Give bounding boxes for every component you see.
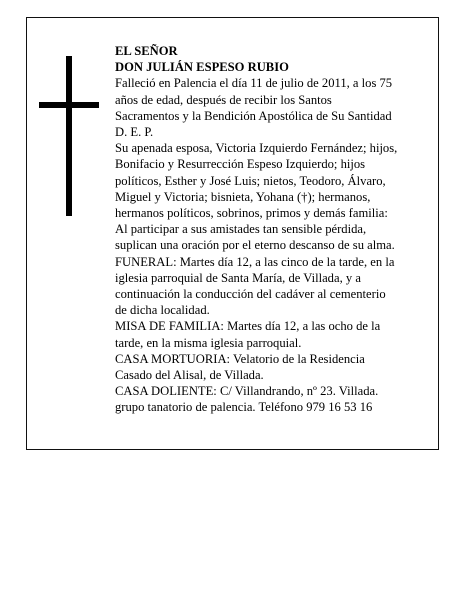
family-line: hermanos políticos, sobrinos, primos y demás familia:	[115, 206, 388, 221]
cross-icon	[39, 56, 99, 216]
deceased-name: DON JULIÁN ESPESO RUBIO	[115, 60, 289, 75]
family-mass-line: MISA DE FAMILIA: Martes día 12, a las ocho de la	[115, 319, 381, 334]
cross-vertical-bar	[66, 56, 72, 216]
family-line: suplican una oración por el eterno descanso de su alma.	[115, 238, 395, 253]
funeral-line: de dicha localidad.	[115, 303, 210, 318]
notice-text	[115, 43, 433, 416]
funeral-line: iglesia parroquial de Santa María, de Villada, y a	[115, 270, 361, 285]
notice-heading: EL SEÑOR	[115, 44, 178, 58]
family-line: Miguel y Victoria; bisnieta, Yohana (†); hermanos,	[115, 189, 371, 204]
rip-line: D. E. P.	[115, 125, 154, 140]
cross-horizontal-bar	[39, 102, 99, 108]
funeral-line: continuación la conducción del cadáver al cementerio	[115, 287, 386, 302]
contact-line: grupo tanatorio de palencia. Teléfono 979 16 53 16	[115, 400, 373, 415]
family-line: Al participar a sus amistades tan sensible pérdida,	[115, 222, 367, 237]
death-announcement-line: Sacramentos y la Bendición Apostólica de Su Santidad	[115, 108, 392, 123]
family-mass-line: tarde, en la misma iglesia parroquial.	[115, 335, 302, 350]
death-announcement-line: Falleció en Palencia el día 11 de julio de 2011, a los 75	[115, 76, 393, 91]
death-announcement-line: años de edad, después de recibir los Santos	[115, 92, 332, 107]
obituary-notice	[26, 17, 439, 450]
family-line: Su apenada esposa, Victoria Izquierdo Fernández; hijos,	[115, 141, 398, 156]
mourning-home-line: CASA DOLIENTE: C/ Villandrando, nº 23. Villada.	[115, 384, 379, 399]
funeral-line: FUNERAL: Martes día 12, a las cinco de la tarde, en la	[115, 254, 395, 269]
funeral-home-line: Casado del Alisal, de Villada.	[115, 368, 264, 383]
family-line: políticos, Esther y José Luis; nietos, Teodoro, Álvaro,	[115, 173, 386, 188]
funeral-home-line: CASA MORTUORIA: Velatorio de la Residencia	[115, 351, 365, 366]
family-line: Bonifacio y Resurrección Espeso Izquierdo; hijos	[115, 157, 366, 172]
